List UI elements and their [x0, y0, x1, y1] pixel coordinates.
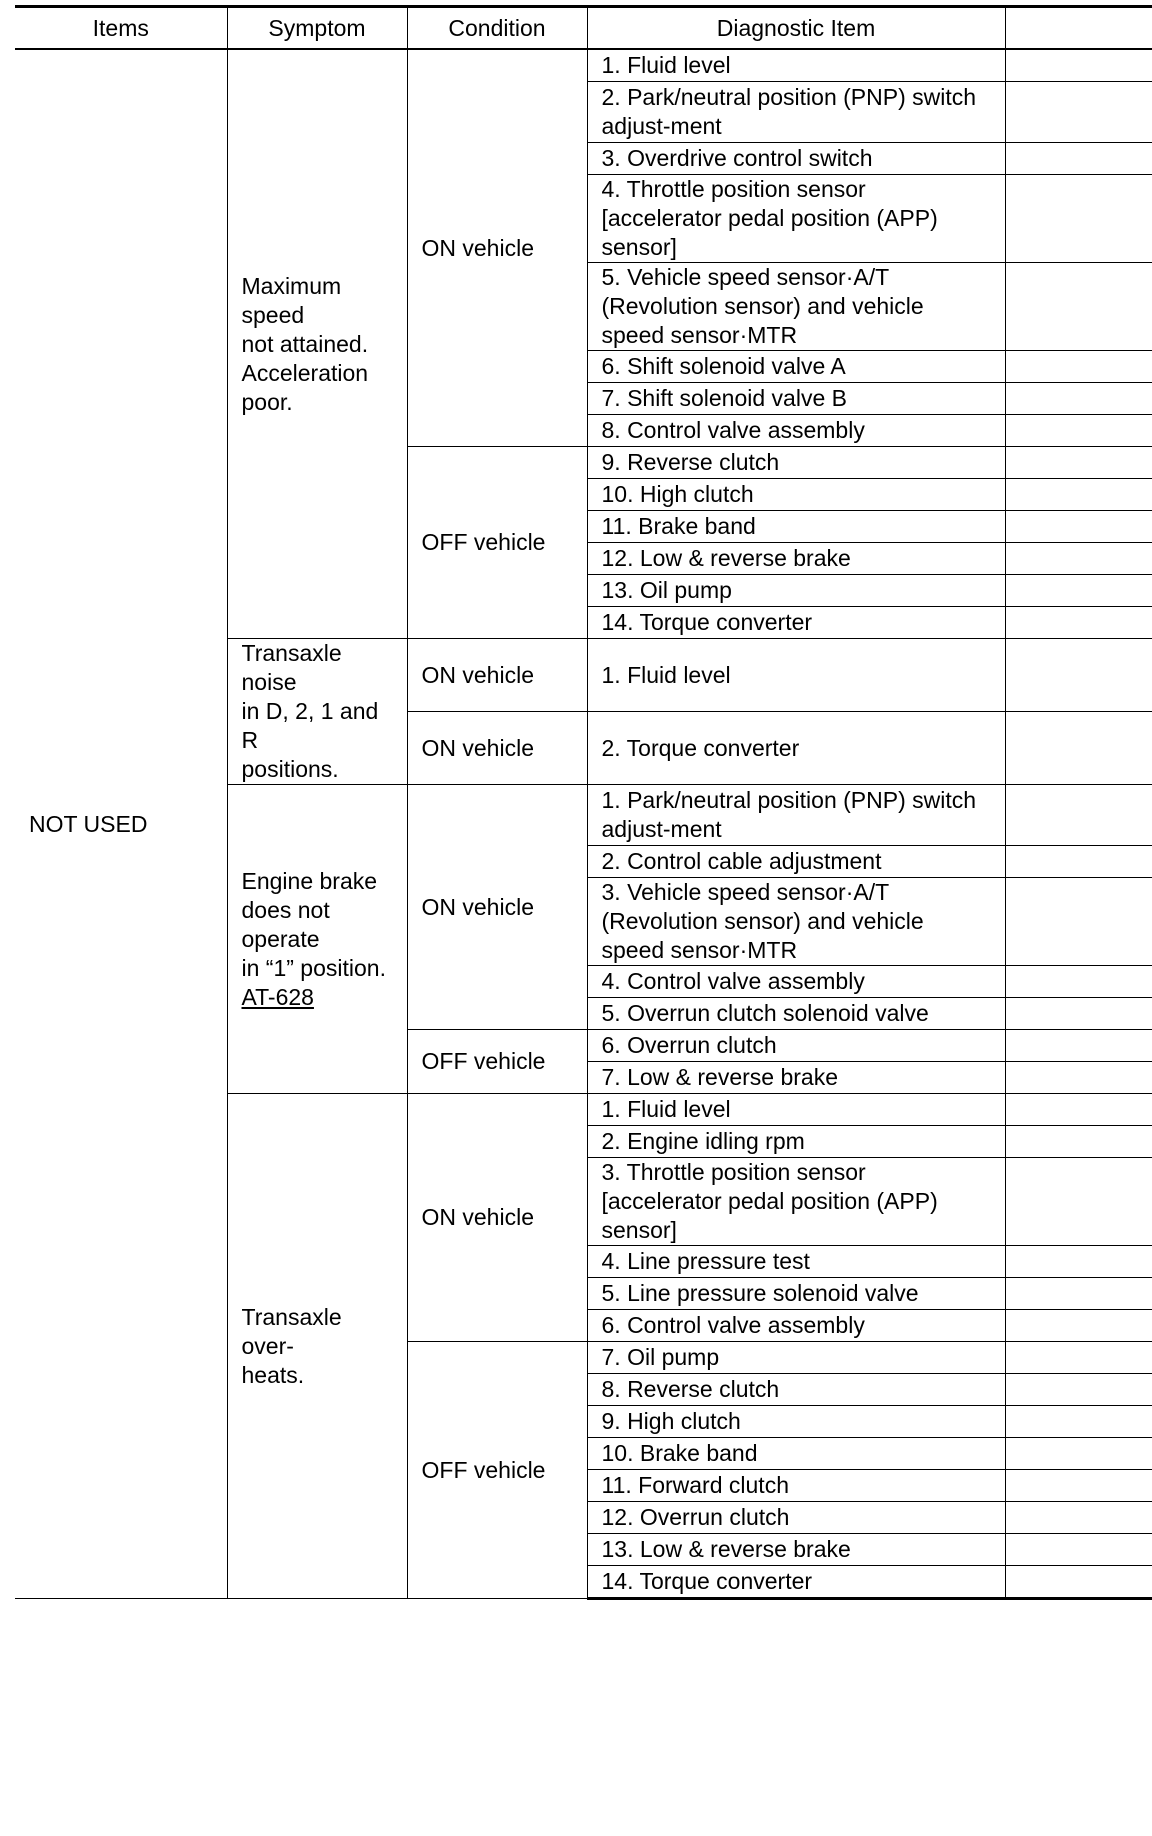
- extra-column-cell: [1005, 1062, 1152, 1094]
- extra-column-cell: [1005, 846, 1152, 878]
- extra-column-cell: [1005, 1406, 1152, 1438]
- condition-cell: ON vehicle: [407, 785, 587, 1030]
- condition-cell: ON vehicle: [407, 639, 587, 712]
- diagnostic-item-cell: 1. Park/neutral position (PNP) switch adjust-ment: [587, 785, 1005, 846]
- symptom-line: in “1” position.: [241, 954, 386, 981]
- extra-column-cell: [1005, 966, 1152, 998]
- diagnostic-item-cell: 2. Torque converter: [587, 712, 1005, 785]
- extra-column-cell: [1005, 1534, 1152, 1566]
- condition-cell: ON vehicle: [407, 1094, 587, 1342]
- extra-column-cell: [1005, 607, 1152, 639]
- extra-column-cell: [1005, 712, 1152, 785]
- diagnostic-item-cell: 4. Control valve assembly: [587, 966, 1005, 998]
- header-symptom: Symptom: [227, 7, 407, 50]
- extra-column-cell: [1005, 878, 1152, 966]
- extra-column-cell: [1005, 1310, 1152, 1342]
- diagnostic-item-cell: 6. Overrun clutch: [587, 1030, 1005, 1062]
- extra-column-cell: [1005, 1438, 1152, 1470]
- symptom-line: Maximum speed: [241, 272, 342, 328]
- condition-cell: ON vehicle: [407, 49, 587, 447]
- table-body: [15, 49, 1152, 1599]
- extra-column-cell: [1005, 511, 1152, 543]
- diagnosis-table: [15, 5, 1152, 1600]
- diagnostic-item-cell: 2. Park/neutral position (PNP) switch adjust-ment: [587, 82, 1005, 143]
- diagnostic-item-cell: 12. Low & reverse brake: [587, 543, 1005, 575]
- extra-column-cell: [1005, 639, 1152, 712]
- diagnostic-item-cell: 7. Low & reverse brake: [587, 1062, 1005, 1094]
- extra-column-cell: [1005, 143, 1152, 175]
- diagnostic-item-cell: 4. Line pressure test: [587, 1246, 1005, 1278]
- extra-column-cell: [1005, 998, 1152, 1030]
- diagnostic-item-cell: 2. Control cable adjustment: [587, 846, 1005, 878]
- extra-column-cell: [1005, 543, 1152, 575]
- symptom-line: heats.: [241, 1361, 305, 1388]
- diagnostic-item-cell: 5. Vehicle speed sensor·A/T (Revolution sensor) and vehicle speed sensor·MTR: [587, 263, 1005, 351]
- table-row: [15, 49, 1152, 82]
- diagnostic-item-cell: 11. Forward clutch: [587, 1470, 1005, 1502]
- extra-column-cell: [1005, 1126, 1152, 1158]
- condition-cell: OFF vehicle: [407, 1030, 587, 1094]
- condition-cell: OFF vehicle: [407, 447, 587, 639]
- extra-column-cell: [1005, 383, 1152, 415]
- condition-cell: OFF vehicle: [407, 1342, 587, 1599]
- diagnostic-item-cell: 5. Overrun clutch solenoid valve: [587, 998, 1005, 1030]
- diagnostic-item-cell: 10. Brake band: [587, 1438, 1005, 1470]
- diagnostic-item-cell: 6. Shift solenoid valve A: [587, 351, 1005, 383]
- diagnostic-item-cell: 5. Line pressure solenoid valve: [587, 1278, 1005, 1310]
- header-extra-column: [1005, 7, 1152, 50]
- diagnostic-item-cell: 4. Throttle position sensor [accelerator pedal position (APP) sensor]: [587, 175, 1005, 263]
- header-condition: Condition: [407, 7, 587, 50]
- symptom-line: does not operate: [241, 896, 330, 952]
- symptom-line: not attained.: [241, 330, 369, 357]
- extra-column-cell: [1005, 49, 1152, 82]
- diagnostic-item-cell: 10. High clutch: [587, 479, 1005, 511]
- symptom-line: Engine brake: [241, 867, 378, 894]
- extra-column-cell: [1005, 263, 1152, 351]
- diagnostic-item-cell: 14. Torque converter: [587, 1566, 1005, 1599]
- diagnostic-item-cell: 13. Low & reverse brake: [587, 1534, 1005, 1566]
- diagnostic-item-cell: 12. Overrun clutch: [587, 1502, 1005, 1534]
- diagnostic-item-cell: 9. Reverse clutch: [587, 447, 1005, 479]
- extra-column-cell: [1005, 1502, 1152, 1534]
- diagnostic-item-cell: 3. Throttle position sensor [accelerator pedal position (APP) sensor]: [587, 1158, 1005, 1246]
- symptom-cell: [227, 49, 407, 639]
- symptom-cell: [227, 1094, 407, 1599]
- reference-link[interactable]: AT-628: [241, 983, 314, 1010]
- diagnostic-item-cell: 1. Fluid level: [587, 1094, 1005, 1126]
- symptom-line: poor.: [241, 388, 293, 415]
- diagnostic-item-cell: 3. Overdrive control switch: [587, 143, 1005, 175]
- extra-column-cell: [1005, 415, 1152, 447]
- extra-column-cell: [1005, 1470, 1152, 1502]
- symptom-line: Transaxle noise: [241, 640, 342, 695]
- symptom-line: Transaxle over-: [241, 1303, 342, 1359]
- symptom-line: Acceleration: [241, 359, 369, 386]
- symptom-cell: [227, 639, 407, 785]
- extra-column-cell: [1005, 1278, 1152, 1310]
- symptom-line: positions.: [241, 756, 339, 782]
- extra-column-cell: [1005, 1342, 1152, 1374]
- extra-column-cell: [1005, 479, 1152, 511]
- condition-cell: ON vehicle: [407, 712, 587, 785]
- symptom-cell: [227, 785, 407, 1094]
- extra-column-cell: [1005, 175, 1152, 263]
- extra-column-cell: [1005, 82, 1152, 143]
- diagnostic-item-cell: 8. Reverse clutch: [587, 1374, 1005, 1406]
- extra-column-cell: [1005, 351, 1152, 383]
- extra-column-cell: [1005, 1246, 1152, 1278]
- diagnostic-item-cell: 7. Shift solenoid valve B: [587, 383, 1005, 415]
- symptom-line: in D, 2, 1 and R: [241, 698, 379, 753]
- diagnostic-item-cell: 2. Engine idling rpm: [587, 1126, 1005, 1158]
- extra-column-cell: [1005, 575, 1152, 607]
- diagnostic-item-cell: 1. Fluid level: [587, 49, 1005, 82]
- header-diagnostic-item: Diagnostic Item: [587, 7, 1005, 50]
- extra-column-cell: [1005, 1374, 1152, 1406]
- header-items: Items: [15, 7, 227, 50]
- diagnostic-item-cell: 3. Vehicle speed sensor·A/T (Revolution sensor) and vehicle speed sensor·MTR: [587, 878, 1005, 966]
- diagnostic-item-cell: 14. Torque converter: [587, 607, 1005, 639]
- extra-column-cell: [1005, 1094, 1152, 1126]
- header-row: [15, 7, 1152, 50]
- diagnostic-item-cell: 8. Control valve assembly: [587, 415, 1005, 447]
- extra-column-cell: [1005, 1158, 1152, 1246]
- diagnostic-item-cell: 1. Fluid level: [587, 639, 1005, 712]
- extra-column-cell: [1005, 1566, 1152, 1599]
- diagnostic-item-cell: 6. Control valve assembly: [587, 1310, 1005, 1342]
- extra-column-cell: [1005, 785, 1152, 846]
- diagnostic-item-cell: 7. Oil pump: [587, 1342, 1005, 1374]
- extra-column-cell: [1005, 1030, 1152, 1062]
- diagnostic-item-cell: 9. High clutch: [587, 1406, 1005, 1438]
- extra-column-cell: [1005, 447, 1152, 479]
- items-cell: NOT USED: [15, 49, 227, 1599]
- diagnostic-item-cell: 13. Oil pump: [587, 575, 1005, 607]
- diagnostic-item-cell: 11. Brake band: [587, 511, 1005, 543]
